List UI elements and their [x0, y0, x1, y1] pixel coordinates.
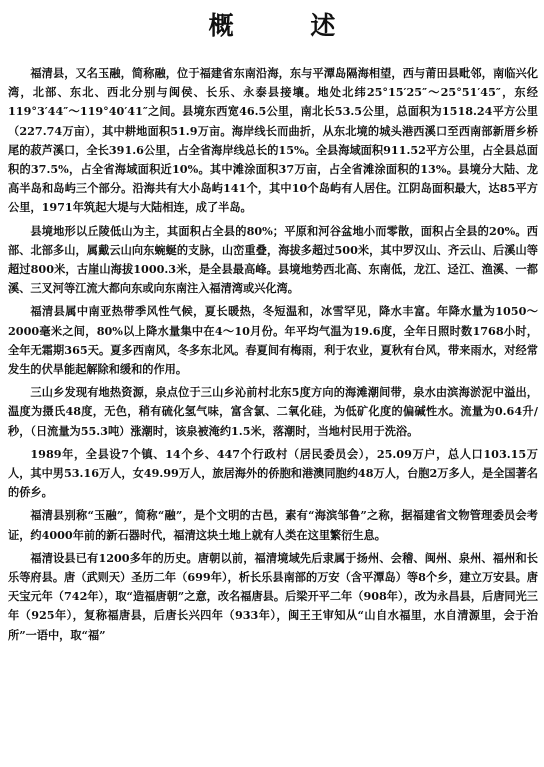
paragraph-heritage: 福清县别称“玉融”，简称“融”，是个文明的古邑，素有“海滨邹鲁”之称，据福建省文物管理委员会考证，约4000年前的新石器时代，福清这块土地上就有人类在这里繁衍生息。 — [8, 508, 538, 542]
paragraph-population: 1989年，全县设7个镇、14个乡、447个行政村（居民委员会），25.09万户，总人口103.15万人，其中男53.16万人，女49.99万人，旅居海外的侨胞和港澳同胞约48万人，台胞2万多人，是全国著名的侨乡。 — [8, 446, 538, 500]
paragraph-geothermal: 三山乡发现有地热资源，泉点位于三山乡沁前村北东5度方向的海滩潮间带，泉水由滨海淤泥中溢出，温度为摄氏48度，无色，稍有硫化氢气味，富含氯、二氧化硅，为低矿化度的偏碱性水。流量为0.64升/秒，（日流量为55.3吨）涨潮时，该泉被淹约1.5米，落潮时，当地村民用于洗浴。 — [8, 385, 538, 438]
document-body — [8, 64, 538, 645]
paragraph-terrain: 县境地形以丘陵低山为主，其面积占全县的80%；平原和河谷盆地小而零散，面积占全县的20%。西部、北部多山，属戴云山向东蜿蜒的支脉，山峦重叠，海拔多超过500米，其中罗汉山、齐云山、后溪山等超过800米，古崖山海拔1000.3米，是全县最高峰。县境地势西北高、东南低，龙江、迳江、渔溪、一都溪、三叉河等江流大都向东或向东南注入福清湾或兴化湾。 — [8, 223, 538, 296]
paragraph-climate: 福清县属中南亚热带季风性气候，夏长暖热，冬短温和，冰雪罕见，降水丰富。年降水量为1050～2000毫米之间，80%以上降水量集中在4～10月份。年平均气温为19.6度，全年日照时数1768小时，全年无霜期365天。夏多西南风，冬多东北风。春夏间有梅雨，利于农业，夏秋有台风，带来雨水，对经常发生的伏旱能起解除和缓和的作用。 — [8, 304, 538, 377]
page-title: 概 述 — [208, 11, 370, 40]
paragraph-location: 福清县，又名玉融，简称融，位于福建省东南沿海，东与平潭岛隔海相望，西与莆田县毗邻，南临兴化湾，北部、东北、西北分别与闽侯、长乐、永泰县接壤。地处北纬25°15′25″～25°51′45″，东经119°3′44″～119°40′41″之间。县境东西宽46.5公里，南北长53.5公里，总面积为1518.24平方公里（227.74万亩），其中耕地面积51.9万亩。海岸线长而曲折，从东北境的城头港西溪口至西南部新厝乡桥尾的菽芦溪口，全长391.6公里，占全省海岸线总长的15%。全县海域面积911.52平方公里，占全县总面积的37.5%，占全省海域面积近10%。其中滩涂面积37万亩，占全省滩涂面积的13%。县境分大陆、龙高半岛和岛屿三个部分。沿海共有大小岛屿141个，其中10个岛屿有人居住。江阴岛面积最大，达85平方公里，1971年筑起大堤与大陆相连，成了半岛。 — [8, 66, 538, 215]
paragraph-history: 福清设县已有1200多年的历史。唐朝以前，福清境域先后隶属于扬州、会稽、闽州、泉州、福州和长乐等府县。唐（武则天）圣历二年（699年），析长乐县南部的万安（含平潭岛）等8个乡，建立万安县。唐天宝元年（742年），取“造福唐朝”之意，改名福唐县。后梁开平二年（908年），改为永昌县，后唐同光三年（925年），复称福唐县，后唐长兴四年（933年），闽王王审知从“山自水福里，水自清源里，会于治所”一语中，取“福” — [8, 550, 538, 642]
